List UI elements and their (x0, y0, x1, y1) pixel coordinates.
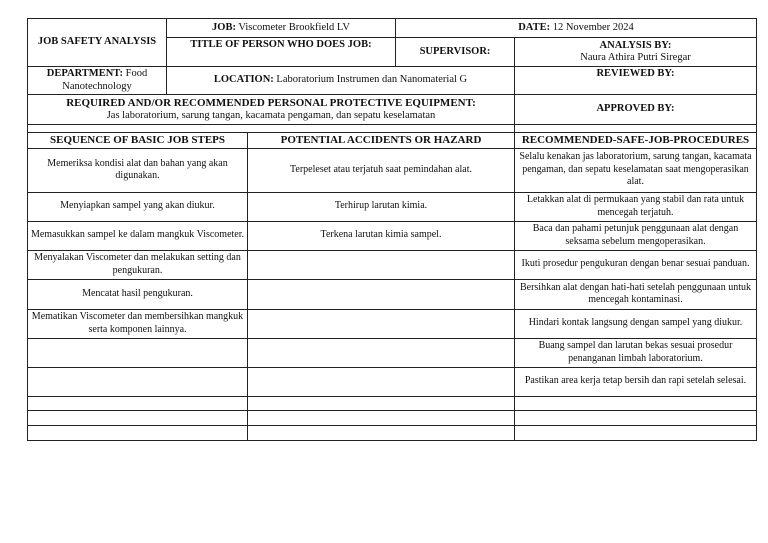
hazard-cell (248, 338, 515, 367)
ppe-value: Jas laboratorium, sarung tangan, kacamata pengaman, dan sepatu keselamatan (106, 109, 436, 121)
date-cell (396, 19, 757, 38)
analysis-by-value: Naura Athira Putri Siregar (580, 52, 691, 63)
table-row (28, 309, 757, 338)
column-header-procedures: RECOMMENDED-SAFE-JOB-PROCEDURES (515, 133, 757, 149)
table-row (28, 396, 757, 410)
procedure-cell: Letakkan alat di permukaan yang stabil dan rata untuk mencegah terjatuh. (515, 192, 757, 221)
procedure-cell: Hindari kontak langsung dengan sampel yang diukur. (515, 309, 757, 338)
reviewed-by-label: REVIEWED BY: (515, 67, 757, 95)
supervisor-label: SUPERVISOR: (396, 38, 515, 67)
procedure-cell (515, 410, 757, 425)
step-cell (28, 410, 248, 425)
hazard-cell (248, 396, 515, 410)
job-label: JOB: (212, 21, 236, 33)
table-row (28, 221, 757, 250)
table-row (28, 192, 757, 221)
table-row (28, 338, 757, 367)
column-header-steps: SEQUENCE OF BASIC JOB STEPS (28, 133, 248, 149)
step-cell (28, 367, 248, 396)
jsa-form (27, 18, 756, 441)
hazard-cell (248, 367, 515, 396)
hazard-cell (248, 309, 515, 338)
step-cell: Memasukkan sampel ke dalam mangkuk Viscometer. (28, 221, 248, 250)
table-row (28, 250, 757, 279)
hazard-cell: Terhirup larutan kimia. (248, 192, 515, 221)
job-cell (167, 19, 396, 38)
jsa-rows (28, 148, 757, 440)
jsa-table (27, 18, 757, 441)
spacer (515, 125, 757, 133)
hazard-cell (248, 250, 515, 279)
procedure-cell: Buang sampel dan larutan bekas sesuai prosedur penanganan limbah laboratorium. (515, 338, 757, 367)
ppe-cell (28, 95, 515, 125)
step-cell: Memeriksa kondisi alat dan bahan yang akan digunakan. (28, 148, 248, 192)
date-label: DATE: (518, 21, 551, 33)
step-cell: Mematikan Viscometer dan membersihkan mangkuk serta komponen lainnya. (28, 309, 248, 338)
hazard-cell: Terpeleset atau terjatuh saat pemindahan alat. (248, 148, 515, 192)
procedure-cell: Pastikan area kerja tetap bersih dan rapi setelah selesai. (515, 367, 757, 396)
procedure-cell: Bersihkan alat dengan hati-hati setelah penggunaan untuk mencegah kontaminasi. (515, 279, 757, 309)
procedure-cell: Ikuti prosedur pengukuran dengan benar sesuai panduan. (515, 250, 757, 279)
approved-by-label: APPROVED BY: (515, 95, 757, 125)
step-cell: Menyalakan Viscometer dan melakukan setting dan pengukuran. (28, 250, 248, 279)
analysis-by-cell (515, 38, 757, 67)
step-cell: Mencatat hasil pengukuran. (28, 279, 248, 309)
procedure-cell: Selalu kenakan jas laboratorium, sarung tangan, kacamata pengaman, dan sepatu keselamatan saat mengoperasikan alat. (515, 148, 757, 192)
title-of-person-label: TITLE OF PERSON WHO DOES JOB: (167, 38, 396, 67)
ppe-label: REQUIRED AND/OR RECOMMENDED PERSONAL PROTECTIVE EQUIPMENT: (66, 97, 476, 109)
step-cell (28, 396, 248, 410)
hazard-cell (248, 425, 515, 440)
hazard-cell: Terkena larutan kimia sampel. (248, 221, 515, 250)
procedure-cell (515, 396, 757, 410)
procedure-cell (515, 425, 757, 440)
table-row (28, 367, 757, 396)
location-cell (167, 67, 515, 95)
department-value: Food Nanotechnology (62, 68, 148, 92)
department-cell (28, 67, 167, 95)
analysis-by-label: ANALYSIS BY: (599, 39, 672, 51)
location-value: Laboratorium Instrumen dan Nanomaterial G (276, 74, 468, 86)
department-label: DEPARTMENT: (46, 68, 124, 79)
step-cell: Menyiapkan sampel yang akan diukur. (28, 192, 248, 221)
hazard-cell (248, 279, 515, 309)
table-row (28, 425, 757, 440)
procedure-cell: Baca dan pahami petunjuk penggunaan alat dengan seksama sebelum mengoperasikan. (515, 221, 757, 250)
column-header-hazards: POTENTIAL ACCIDENTS OR HAZARD (248, 133, 515, 149)
step-cell (28, 425, 248, 440)
step-cell (28, 338, 248, 367)
table-row (28, 410, 757, 425)
hazard-cell (248, 410, 515, 425)
table-row (28, 279, 757, 309)
table-row (28, 148, 757, 192)
spacer (28, 125, 515, 133)
location-label: LOCATION: (213, 74, 274, 86)
form-title: JOB SAFETY ANALYSIS (28, 19, 167, 67)
job-value: Viscometer Brookfield LV (238, 21, 350, 33)
date-value: 12 November 2024 (552, 21, 634, 33)
